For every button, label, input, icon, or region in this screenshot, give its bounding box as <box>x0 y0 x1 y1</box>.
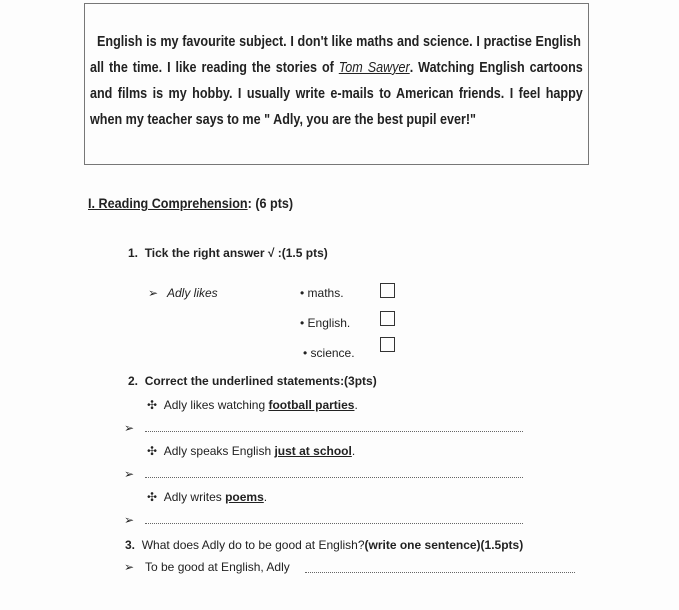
statement-2: ✣ Adly speaks English just at school. <box>147 444 356 458</box>
passage-line-4: when my teacher says to me " Adly, you are the best pupil ever!" <box>90 112 477 128</box>
option-label: English. <box>307 316 351 330</box>
answer-line-3[interactable] <box>145 523 523 524</box>
arrow-icon: ➢ <box>148 286 159 300</box>
option-english: • English. <box>300 316 351 330</box>
option-label: science. <box>310 346 355 360</box>
statement-text: . <box>263 490 268 504</box>
statement-text: . <box>354 398 358 412</box>
question-3 <box>125 538 523 552</box>
statement-text: Adly speaks English <box>163 444 275 458</box>
statement-text: Adly writes <box>163 490 226 504</box>
q-prompt: What does Adly do to be good at English? <box>141 538 365 552</box>
section-title: I. Reading Comprehension <box>88 195 248 211</box>
checkbox-science[interactable] <box>380 337 395 352</box>
reading-passage-box <box>84 3 589 165</box>
q1-stem: Adly likes <box>167 286 218 300</box>
checkbox-maths[interactable] <box>380 283 395 298</box>
option-label: maths. <box>307 286 344 300</box>
underlined-text: just at school <box>274 444 352 458</box>
book-title: Tom Sawyer <box>338 60 410 76</box>
q-prompt: Correct the underlined statements:(3pts) <box>144 374 377 388</box>
passage-text: . Watching English cartoons <box>409 60 583 76</box>
answer-start: To be good at English, Adly <box>145 560 290 574</box>
option-science: • science. <box>303 346 355 360</box>
section-points: : (6 pts) <box>247 195 294 211</box>
q-prompt-points: (write one sentence)(1.5pts) <box>364 538 524 552</box>
answer-line-2[interactable] <box>145 477 523 478</box>
arrow-icon: ➢ <box>124 560 135 574</box>
passage-line-3: and films is my hobby. I usually write e-mails to American friends. I feel happy <box>90 86 583 102</box>
option-maths: • maths. <box>300 286 344 300</box>
q-prompt: Tick the right answer √ :(1.5 pts) <box>144 246 328 260</box>
arrow-icon: ➢ <box>124 513 135 527</box>
answer-line-4[interactable] <box>305 572 575 573</box>
q-number: 1. <box>128 246 139 260</box>
statement-text: Adly likes watching <box>163 398 269 412</box>
section-heading <box>88 195 293 211</box>
answer-line-1[interactable] <box>145 431 523 432</box>
passage-line-1: English is my favourite subject. I don't like maths and science. I practise English <box>97 34 581 50</box>
statement-1: ✣ Adly likes watching football parties. <box>147 398 358 412</box>
question-1 <box>128 246 328 260</box>
checkbox-english[interactable] <box>380 311 395 326</box>
question-2 <box>128 374 377 388</box>
statement-text: . <box>351 444 356 458</box>
underlined-text: poems <box>225 490 264 504</box>
q-number: 3. <box>125 538 136 552</box>
passage-text: all the time. I like reading the stories of <box>90 60 339 76</box>
underlined-text: football parties <box>268 398 355 412</box>
q-number: 2. <box>128 374 139 388</box>
arrow-icon: ➢ <box>124 421 135 435</box>
arrow-icon: ➢ <box>124 467 135 481</box>
passage-line-2 <box>90 60 583 76</box>
statement-3: ✣ Adly writes poems. <box>147 490 268 504</box>
